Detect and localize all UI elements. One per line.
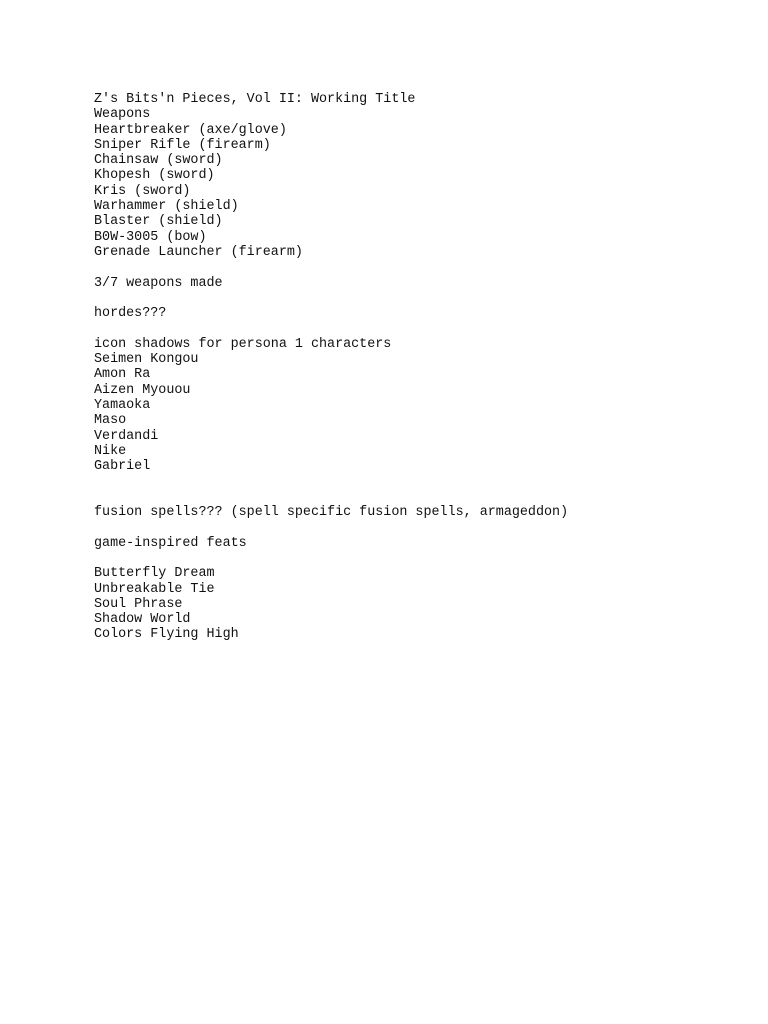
weapon-item: Kris (sword) <box>94 183 191 199</box>
shadow-item: Maso <box>94 413 127 429</box>
spacer <box>94 260 754 275</box>
feat-item: Soul Phrase <box>94 596 183 612</box>
weapons-list <box>94 123 754 261</box>
feat-item: Butterfly Dream <box>94 566 215 582</box>
weapon-item: Heartbreaker (axe/glove) <box>94 122 287 138</box>
weapon-item: Grenade Launcher (firearm) <box>94 244 303 260</box>
feat-item: Unbreakable Tie <box>94 581 215 597</box>
weapon-item: Sniper Rifle (firearm) <box>94 137 271 153</box>
shadow-item: Yamaoka <box>94 397 151 413</box>
shadow-item: Nike <box>94 443 127 459</box>
weapons-progress-note: 3/7 weapons made <box>94 275 223 291</box>
icon-shadows-heading: icon shadows for persona 1 characters <box>94 336 392 352</box>
document-title: Z's Bits'n Pieces, Vol II: Working Title <box>94 92 416 107</box>
shadow-item: Amon Ra <box>94 367 151 383</box>
shadow-item: Seimen Kongou <box>94 352 199 368</box>
weapon-item: Warhammer (shield) <box>94 199 239 215</box>
hordes-note: hordes??? <box>94 306 167 322</box>
feats-heading: game-inspired feats <box>94 535 247 551</box>
weapon-item: B0W-3005 (bow) <box>94 229 207 245</box>
spacer <box>94 321 754 336</box>
feat-item: Colors Flying High <box>94 627 239 643</box>
spacer <box>94 520 754 535</box>
spacer <box>94 490 754 505</box>
icon-shadows-list <box>94 352 754 474</box>
weapons-heading: Weapons <box>94 107 151 123</box>
spacer <box>94 291 754 306</box>
spacer <box>94 551 754 566</box>
weapon-item: Blaster (shield) <box>94 214 223 230</box>
shadow-item: Aizen Myouou <box>94 382 191 398</box>
fusion-spells-note: fusion spells??? (spell specific fusion spells, armageddon) <box>94 505 569 521</box>
feat-item: Shadow World <box>94 612 191 628</box>
shadow-item: Gabriel <box>94 459 151 475</box>
spacer <box>94 474 754 489</box>
feats-list <box>94 566 754 642</box>
weapon-item: Chainsaw (sword) <box>94 153 223 169</box>
weapon-item: Khopesh (sword) <box>94 168 215 184</box>
shadow-item: Verdandi <box>94 428 159 444</box>
document-page <box>94 92 754 643</box>
